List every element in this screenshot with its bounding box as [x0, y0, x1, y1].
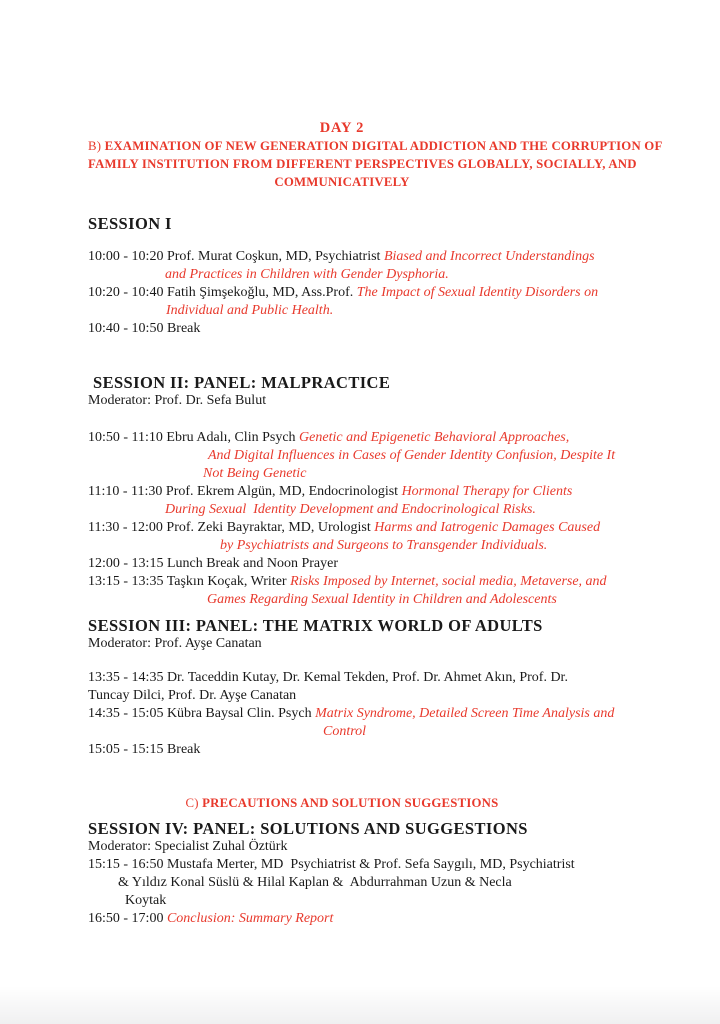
text-segment: & Yıldız Konal Süslü & Hilal Kaplan & Abdurrahman Uzun & Necla	[118, 875, 512, 890]
schedule-line	[88, 284, 632, 302]
text-segment: Individual and Public Health.	[166, 303, 334, 318]
schedule-line-continuation	[88, 537, 632, 555]
text-segment: PRECAUTIONS AND SOLUTION SUGGESTIONS	[202, 796, 499, 810]
text-segment: 10:00 - 10:20 Prof. Murat Coşkun, MD, Psychiatrist	[88, 249, 384, 264]
text-segment: Biased and Incorrect Understandings	[383, 249, 595, 264]
schedule-line-continuation	[88, 874, 632, 892]
moderator-line	[88, 838, 632, 856]
schedule-line	[88, 248, 632, 266]
page-bottom-shadow	[0, 986, 720, 1024]
text-segment: FAMILY INSTITUTION FROM DIFFERENT PERSPECTIVES GLOBALLY, SOCIALLY, AND	[88, 157, 637, 171]
text-segment: Games Regarding Sexual Identity in Children and Adolescents	[207, 592, 557, 607]
text-segment: by Psychiatrists and Surgeons to Transgender Individuals.	[220, 538, 548, 553]
text-segment: Matrix Syndrome, Detailed Screen Time Analysis and	[315, 706, 615, 721]
text-segment: During Sexual Identity Development and Endocrinological Risks.	[165, 502, 536, 517]
schedule-line	[88, 429, 632, 447]
schedule-line-continuation	[88, 465, 632, 483]
text-segment: 10:20 - 10:40 Fatih Şimşekoğlu, MD, Ass.Prof.	[88, 285, 357, 300]
text-segment: 10:40 - 10:50 Break	[88, 321, 201, 336]
schedule-line	[88, 856, 632, 874]
text-segment: SESSION IV: PANEL: SOLUTIONS AND SUGGESTIONS	[88, 819, 528, 838]
schedule-line-continuation	[88, 591, 632, 609]
text-segment: 10:50 - 11:10 Ebru Adalı, Clin Psych	[88, 430, 300, 445]
schedule-line	[88, 910, 632, 928]
schedule-line	[88, 573, 632, 591]
text-segment: Moderator: Prof. Dr. Sefa Bulut	[88, 393, 267, 408]
text-segment: 11:10 - 11:30 Prof. Ekrem Algün, MD, Endocrinologist	[88, 484, 402, 499]
section-b-heading-line1	[88, 137, 663, 155]
text-segment: The Impact of Sexual Identity Disorders on	[356, 285, 599, 300]
text-segment: COMMUNICATIVELY	[274, 175, 410, 189]
text-segment: 14:35 - 15:05 Kübra Baysal Clin. Psych	[88, 706, 316, 721]
schedule-line	[88, 555, 632, 573]
text-segment: C)	[185, 796, 203, 810]
schedule-line-continuation	[88, 892, 632, 910]
text-segment: Moderator: Prof. Ayşe Canatan	[88, 636, 262, 651]
text-segment: SESSION II: PANEL: MALPRACTICE	[93, 373, 391, 392]
text-segment: Conclusion: Summary Report	[166, 911, 334, 926]
text-segment: and Practices in Children with Gender Dysphoria.	[165, 267, 449, 282]
schedule-line-continuation	[88, 687, 632, 705]
text-segment: EXAMINATION OF NEW GENERATION DIGITAL ADDICTION AND THE CORRUPTION OF	[104, 139, 663, 153]
text-segment: 11:30 - 12:00 Prof. Zeki Bayraktar, MD, Urologist	[88, 520, 375, 535]
schedule-line	[88, 320, 632, 338]
text-segment: Koytak	[125, 893, 167, 908]
schedule-line	[88, 519, 632, 537]
session-1-heading	[88, 215, 632, 233]
session-4-heading	[88, 820, 632, 838]
text-segment: 13:15 - 13:35 Taşkın Koçak, Writer	[88, 574, 291, 589]
text-segment: Moderator: Specialist Zuhal Öztürk	[88, 839, 288, 854]
text-segment: 15:05 - 15:15 Break	[88, 742, 201, 757]
text-segment: Tuncay Dilci, Prof. Dr. Ayşe Canatan	[88, 688, 297, 703]
moderator-line	[88, 392, 632, 410]
text-segment: And Digital Influences in Cases of Gender Identity Confusion, Despite It	[208, 448, 616, 463]
schedule-line-continuation	[88, 302, 632, 320]
session-2-heading	[88, 374, 632, 392]
text-segment: DAY 2	[319, 120, 365, 136]
text-segment: 13:35 - 14:35 Dr. Taceddin Kutay, Dr. Kemal Tekden, Prof. Dr. Ahmet Akın, Prof. Dr.	[88, 670, 568, 685]
schedule-line	[88, 483, 632, 501]
text-segment: 15:15 - 16:50 Mustafa Merter, MD Psychiatrist & Prof. Sefa Saygılı, MD, Psychiatrist	[88, 857, 575, 872]
text-segment: Genetic and Epigenetic Behavioral Approaches,	[299, 430, 570, 445]
text-segment: Not Being Genetic	[203, 466, 307, 481]
text-segment: Control	[323, 724, 367, 739]
section-b-heading-line2	[88, 155, 637, 173]
program-schedule	[88, 119, 663, 928]
schedule-line	[88, 741, 632, 759]
text-segment: 12:00 - 13:15 Lunch Break and Noon Prayer	[88, 556, 338, 571]
moderator-line	[88, 635, 632, 653]
section-c-heading	[88, 794, 632, 812]
schedule-line-continuation	[88, 723, 632, 741]
text-segment: Risks Imposed by Internet, social media, Metaverse, and	[290, 574, 607, 589]
text-segment: SESSION I	[88, 214, 172, 233]
section-b-heading-line3	[88, 173, 632, 191]
schedule-line-continuation	[88, 266, 632, 284]
schedule-line-continuation	[88, 447, 632, 465]
session-3-heading	[88, 617, 632, 635]
text-segment: B)	[88, 139, 105, 153]
schedule-line	[88, 705, 632, 723]
schedule-line-continuation	[88, 501, 632, 519]
text-segment: Harms and Iatrogenic Damages Caused	[374, 520, 601, 535]
schedule-line	[88, 669, 632, 687]
text-segment: 16:50 - 17:00	[88, 911, 167, 926]
text-segment: SESSION III: PANEL: THE MATRIX WORLD OF ADULTS	[88, 616, 543, 635]
day2-title	[88, 119, 632, 137]
text-segment: Hormonal Therapy for Clients	[401, 484, 573, 499]
